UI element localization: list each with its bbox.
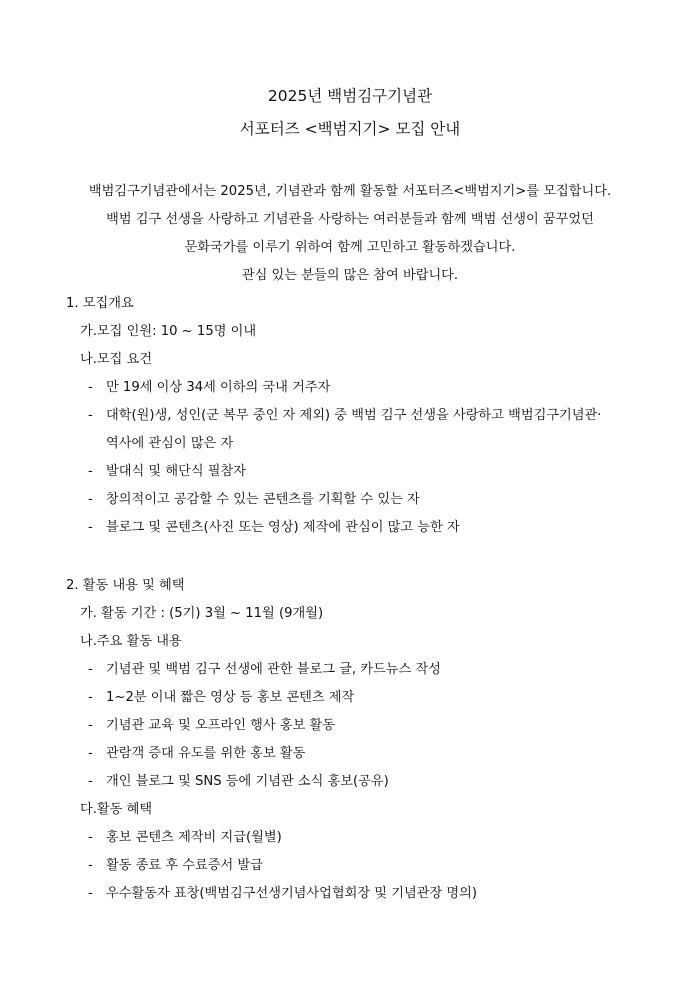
activity-item [88,658,441,677]
bullet-dash: - [88,380,93,395]
requirement-text: 만 19세 이상 34세 이하의 국내 거주자 [106,380,331,395]
activities-heading: 나.주요 활동 내용 [80,634,182,649]
benefit-text: 홍보 콘텐츠 제작비 지급(월별) [106,830,282,845]
benefit-item [88,854,263,873]
bullet-dash: - [88,492,93,507]
requirement-item [88,488,420,507]
benefit-item [88,826,282,845]
bullet-dash: - [88,408,93,423]
bullet-dash: - [88,858,93,873]
requirement-continuation: 역사에 관심이 많은 자 [106,436,234,451]
benefit-item [88,882,477,901]
bullet-dash: - [88,774,93,789]
bullet-dash: - [88,830,93,845]
activity-item [88,686,354,705]
title-line-1: 2025년 백범김구기념관 [267,87,433,105]
activity-text: 1~2분 이내 짧은 영상 등 홍보 콘텐츠 제작 [106,690,355,705]
activity-text: 기념관 및 백범 김구 선생에 관한 블로그 글, 카드뉴스 작성 [106,662,441,677]
activity-item [88,714,335,733]
bullet-dash: - [88,718,93,733]
bullet-dash: - [88,520,93,535]
activity-text: 기념관 교육 및 오프라인 행사 홍보 활동 [106,718,335,733]
intro-line-1: 백범김구기념관에서는 2025년, 기념관과 함께 활동할 서포터즈<백범지기>를 모집합니다. [88,184,612,199]
requirement-text: 블로그 및 콘텐츠(사진 또는 영상) 제작에 관심이 많고 능한 자 [106,520,460,535]
recruit-count: 가.모집 인원: 10 ~ 15명 이내 [80,324,257,339]
requirement-item [88,460,246,479]
bullet-dash: - [88,662,93,677]
intro-line-3: 문화국가를 이루기 위하여 함께 고민하고 활동하겠습니다. [184,240,516,255]
requirement-text: 발대식 및 해단식 필참자 [106,464,246,479]
requirements-heading: 나.모집 요건 [80,352,153,367]
requirement-text: 창의적이고 공감할 수 있는 콘텐츠를 기획할 수 있는 자 [106,492,420,507]
requirement-item [88,376,330,395]
bullet-dash: - [88,746,93,761]
activity-item [88,770,389,789]
benefits-heading: 다.활동 혜택 [80,802,153,817]
section2-heading: 2. 활동 내용 및 혜택 [66,578,185,593]
requirement-text: 대학(원)생, 성인(군 복무 중인 자 제외) 중 백범 김구 선생을 사랑하고 백범김구기념관· [106,408,602,423]
activity-item [88,742,305,761]
section1-heading: 1. 모집개요 [66,296,134,311]
activity-text: 개인 블로그 및 SNS 등에 기념관 소식 홍보(공유) [106,774,389,789]
bullet-dash: - [88,464,93,479]
bullet-dash: - [88,886,93,901]
bullet-dash: - [88,690,93,705]
activity-text: 관람객 증대 유도를 위한 홍보 활동 [106,746,306,761]
requirement-item [88,516,460,535]
benefit-text: 우수활동자 표창(백범김구선생기념사업협회장 및 기념관장 명의) [106,886,478,901]
title-line-2: 서포터즈 <백범지기> 모집 안내 [239,120,461,138]
activity-period: 가. 활동 기간 : (5기) 3월 ~ 11월 (9개월) [80,606,324,621]
benefit-text: 활동 종료 후 수료증서 발급 [106,858,263,873]
requirement-item [88,404,601,423]
intro-line-4: 관심 있는 분들의 많은 참여 바랍니다. [241,268,459,283]
intro-line-2: 백범 김구 선생을 사랑하고 기념관을 사랑하는 여러분들과 함께 백범 선생이 꿈꾸었던 [106,212,594,227]
